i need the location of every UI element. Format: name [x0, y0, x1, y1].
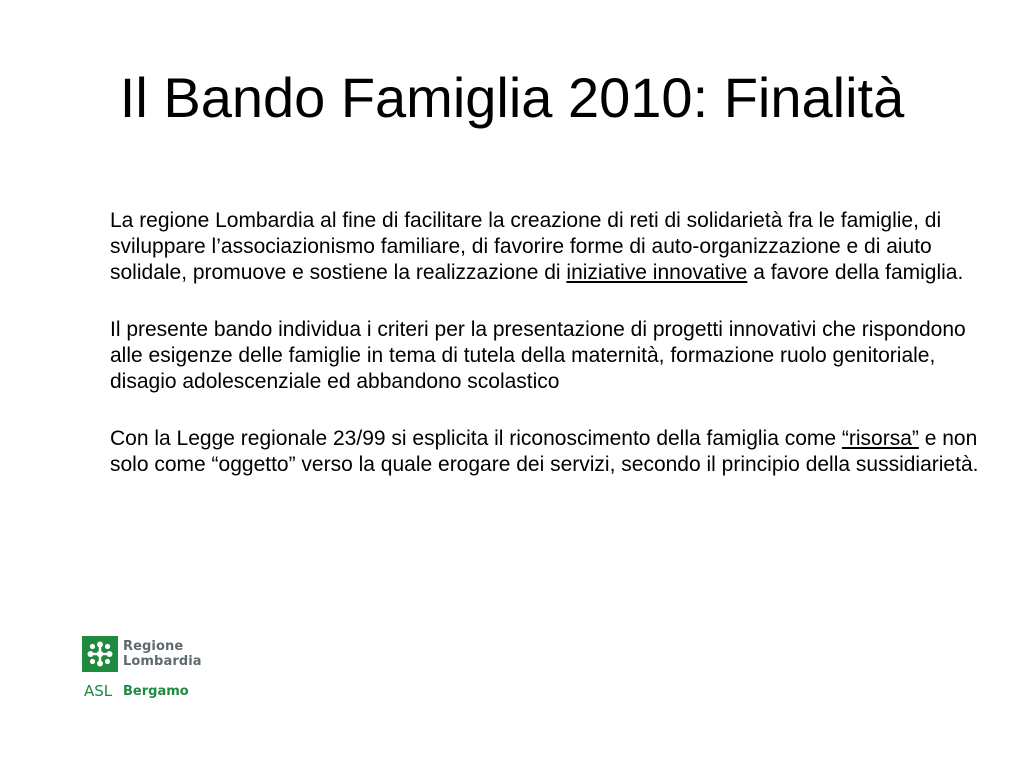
paragraph-3 [110, 426, 980, 478]
paragraph-1-text-end: a favore della famiglia. [747, 261, 964, 284]
regione-lombardia-rosa-camuna-icon [82, 636, 118, 672]
slide-title: Il Bando Famiglia 2010: Finalità [119, 66, 905, 129]
paragraph-2: Il presente bando individua i criteri per la presentazione di progetti innovativi che rispondono alle esigenze delle famiglie in tema di tutela della maternità, formazione ruolo genitoriale, disagio adolescenziale ed abbandono scolastico [110, 318, 966, 393]
slide-body [110, 208, 980, 509]
paragraph-1 [110, 208, 980, 286]
asl-bergamo-logo [82, 636, 222, 706]
paragraph-1-text-start: La regione Lombardia al fine di facilitare la creazione di reti di solidarietà fra le famiglie, di sviluppare l’associazionismo familiare, di favorire forme di auto-organizzazione e di aiuto solidale, promuove e sostiene la realizzazione di [110, 209, 942, 284]
logo-line-lombardia: Lombardia [123, 654, 202, 669]
paragraph-3-text-end: e non solo come “oggetto” verso la quale erogare dei servizi, secondo il principio della sussidiarietà. [110, 427, 979, 476]
paragraph-3-text-start: Con la Legge regionale 23/99 si esplicita il riconoscimento della famiglia come [110, 427, 842, 450]
logo-line-regione: Regione [123, 639, 184, 654]
risorsa-link[interactable]: “risorsa” [841, 427, 919, 450]
regione-lombardia-label [123, 639, 202, 669]
asl-label: ASL [84, 682, 113, 700]
iniziative-innovative-link[interactable]: iniziative innovative [566, 261, 748, 284]
bergamo-label: Bergamo [123, 684, 189, 699]
